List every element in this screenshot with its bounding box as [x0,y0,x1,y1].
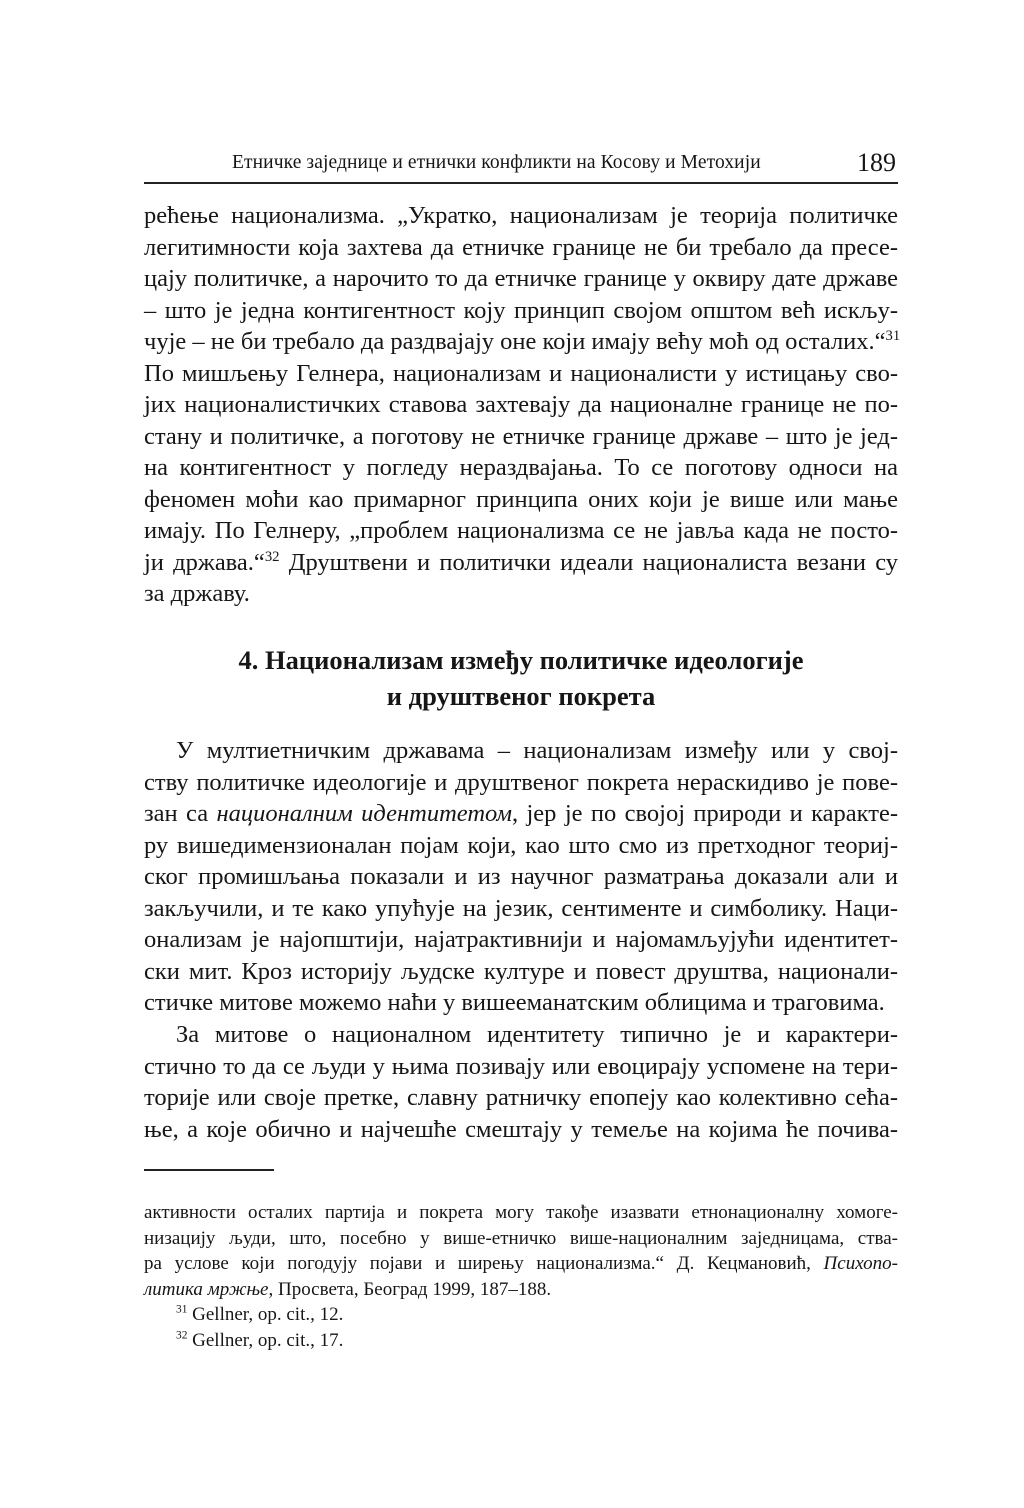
paragraph-1 [144,200,901,610]
text-line: торије или своје претке, славну ратничку епопеју као колективно сећа- [144,1084,898,1111]
paragraph-3 [144,1019,898,1145]
text-span: чује – не би требало да раздвајају оне који имају већу моћ од осталих.“ [144,328,886,355]
text-span: , јер је по својој природи и карактe- [511,800,899,827]
italic-title: литика мржње [144,1278,269,1300]
footnote-number: 32 [176,1329,188,1342]
text-span: ра услове који погодују појави и ширењу национализма.“ Д. Кецмановић, [144,1253,824,1274]
footnote-separator [144,1169,274,1171]
text-line: јих националистичких ставова захтевају да националне границе не по- [144,391,898,418]
footnote-line [144,1251,898,1277]
text-line: цају политичке, а нарочито то да етничке границе у оквиру дате државе [144,265,898,292]
text-line: По мишљењу Гелнера, национализам и националисти у истицању сво- [144,359,898,387]
paragraph-2 [144,735,898,1019]
footnote-line: активности осталих партија и покрета могу такође изазвати етнонационалну хомоге- [144,1202,898,1223]
footnote-ref-31: 31 [885,327,901,344]
text-line: стично то да се људи у њима позивају или евоцирају успомене на тери- [144,1052,898,1080]
footnote-31 [144,1302,898,1328]
text-line: За митове о националном идентитету типично је и карактери- [176,1021,898,1048]
text-line: стичке митове можемо наћи у вишееманатским облицима и траговима. [144,989,885,1016]
text-line: закључили, и те како упућује на језик, сентименте и симболику. Наци- [144,894,898,922]
text-line: онализам је најопштији, најатрактивнији и најомамљујући идентитет- [144,926,898,953]
text-line: У мултиетничким државама – национализам између или у свој- [176,737,898,764]
text-span: , Просвета, Београд 1999, 187–188. [268,1278,552,1300]
heading-line: 4. Национализам између политичке идеологије [238,645,804,675]
italic-title: Психопо- [823,1253,898,1274]
text-span: Друштвени и политички идеали националиста везани су [279,548,898,576]
text-line: ње, а које обично и најчешће смештају у темеље на којима ће почива- [144,1115,898,1143]
running-head: Етничке заједнице и етнички конфликти на Косову и Метохији [232,152,761,173]
text-line: рећење национализма. „Укратко, национализам је теорија политичке [144,202,898,229]
text-span: ји држава.“ [144,548,265,576]
text-line [144,547,898,579]
footnote-line [144,1277,898,1303]
footnote-text: Gellner, op. cit., 17. [187,1329,344,1351]
text-line: феномен моћи као примарног принципа оних који је више или мање [144,485,898,513]
text-line: на контигентност у погледу нераздвајања. То се поготову односи на [144,454,898,481]
page-header [144,148,898,184]
footnote-text: Gellner, op. cit., 12. [187,1304,344,1325]
footnote-32 [144,1328,898,1354]
italic-term: националним идентитетом [216,800,512,827]
text-line: ству политичке идеологије и друштвеног покрета нераскидиво је пове- [144,768,898,796]
text-line [144,326,901,358]
text-line: легитимности која захтева да етничке границе не би требало да пресе- [144,233,898,261]
section-heading [144,642,898,714]
text-line: ски мит. Кроз историју људске културе и повест друштва, национали- [144,957,898,985]
text-line: – што је једна контигентност коју принцип својом општом већ искљу- [144,296,898,324]
footnote-ref-32: 32 [264,548,280,565]
text-line: имају. По Гелнеру, „проблем национализма се не јавља када не посто- [144,517,898,544]
text-line: стану и политичке, а поготову не етничке границе државе – што је јед- [144,422,898,450]
footnotes [144,1200,898,1353]
footnote-line: низацију људи, што, посебно у више-етничко више-националним заједницама, ства- [144,1227,898,1249]
footnote-number: 31 [176,1303,188,1316]
text-line: ру вишедимензионалан појам који, као што смо из претходног теориј- [144,831,898,859]
heading-line: и друштвеног покрета [386,681,656,711]
text-span: зан са [144,800,217,827]
text-line: ског промишљања показали и из научног разматрања доказали али и [144,863,898,890]
page-number: 189 [857,148,896,177]
text-line [144,798,898,830]
text-line: за државу. [144,580,250,607]
